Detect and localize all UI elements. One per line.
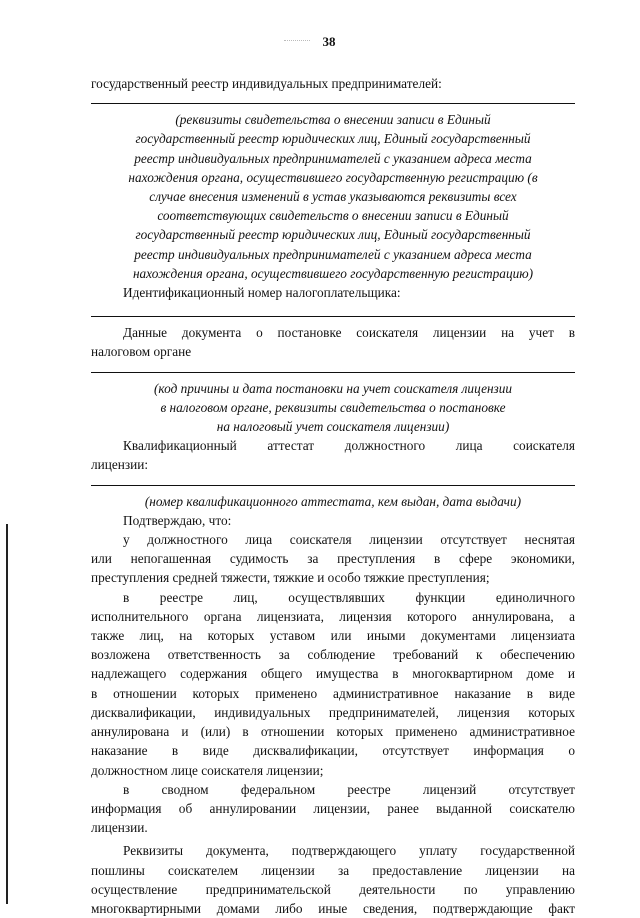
paragraph-line: у должностного лица соискателя лицензии отсутствует неснятая	[123, 532, 575, 548]
paragraph-line: аннулирована и (или) в отношении которых применено административное	[91, 724, 575, 740]
paragraph-line: пошлины соискателем лицензии за предоставление лицензии на	[91, 862, 575, 878]
inn-label: Идентификационный номер налогоплательщика:	[123, 285, 401, 301]
paragraph-line: наказание в виде дисквалификации, отсутствует информация о	[91, 743, 575, 759]
caption-tax	[91, 379, 575, 437]
paragraph-line: информация об аннулировании лицензии, ранее выданной соискателю	[91, 800, 575, 816]
tax-registration-line-2: налоговом органе	[91, 344, 192, 360]
caption-line: (реквизиты свидетельства о внесении записи в Единый	[175, 112, 491, 128]
paragraph-line: также лиц, на которых уставом или иными документами лицензиата	[91, 628, 575, 644]
paragraph-line: возложена ответственность за соблюдение требований к обеспечению	[91, 647, 575, 663]
fill-in-line-qualification	[91, 475, 575, 486]
paragraph-line: Реквизиты документа, подтверждающего уплату государственной	[123, 843, 575, 859]
caption-line: реестр индивидуальных предпринимателей с указанием адреса места	[134, 246, 532, 262]
paragraph-criminal-record	[91, 530, 575, 588]
fill-in-line-registry	[91, 93, 575, 104]
caption-line: государственный реестр юридических лиц, Единый государственный	[135, 131, 531, 147]
fill-in-line-inn	[91, 302, 575, 317]
qualification-line: Квалификационный аттестат должностного лица соискателя	[123, 438, 575, 454]
paragraph-line: в реестре лиц, осуществлявших функции единоличного	[123, 589, 575, 605]
registry-line: государственный реестр индивидуальных предпринимателей:	[91, 76, 442, 91]
qualification-line-2: лицензии:	[91, 457, 149, 473]
caption-line: нахождения органа, осуществившего государственную регистрацию (в	[128, 169, 538, 185]
paragraph-line: или непогашенная судимость за преступления в сфере экономики,	[91, 551, 575, 567]
paragraph-line: многоквартирными домами либо иные сведения, подтверждающие факт	[91, 900, 575, 916]
caption-qualification: (номер квалификационного аттестата, кем выдан, дата выдачи)	[144, 493, 522, 509]
paragraph-line: в сводном федеральном реестре лицензий отсутствует	[123, 781, 575, 797]
caption-line: в налоговом органе, реквизиты свидетельства о постановке	[160, 399, 506, 415]
paragraph-license-registry	[91, 780, 575, 838]
document-body	[91, 74, 575, 918]
caption-registry	[91, 110, 575, 283]
caption-line: на налоговый учет соискателя лицензии)	[216, 419, 450, 435]
fill-in-line-tax	[91, 362, 575, 373]
paragraph-line: преступления средней тяжести, тяжкие и особо тяжкие преступления;	[91, 570, 490, 586]
caption-line: случае внесения изменений в устав указываются реквизиты всех	[149, 189, 517, 205]
page-number: 38	[322, 34, 336, 49]
caption-line: нахождения органа, осуществившего государственную регистрацию)	[132, 265, 534, 281]
paragraph-line: лицензии.	[91, 820, 148, 836]
paragraph-state-duty	[91, 841, 575, 918]
paragraph-line: в отношении которых применено административное наказание в виде	[91, 685, 575, 701]
paragraph-line: должностном лице соискателя лицензии;	[91, 762, 324, 778]
caption-line: соответствующих свидетельств о внесении записи в Единый	[157, 208, 509, 224]
binding-edge-mark	[6, 524, 8, 904]
caption-line: государственный реестр юридических лиц, Единый государственный	[135, 227, 531, 243]
paragraph-registry-check	[91, 588, 575, 780]
paragraph-line: осуществление предпринимательской деятельности по управлению	[91, 881, 575, 897]
paragraph-line: надлежащего содержания общего имущества в многоквартирном доме и	[91, 666, 575, 682]
tax-registration-line: Данные документа о постановке соискателя лицензии на учет в	[123, 325, 575, 341]
paragraph-line: дисквалификации, индивидуальных предпринимателей, лицензия которых	[91, 704, 575, 720]
caption-line: реестр индивидуальных предпринимателей с указанием адреса места	[134, 150, 532, 166]
caption-line: (код причины и дата постановки на учет соискателя лицензии	[153, 380, 513, 396]
paragraph-line: исполнительного органа лицензиата, лицензия которого аннулирована, а	[91, 608, 575, 624]
confirm-heading: Подтверждаю, что:	[123, 512, 232, 528]
